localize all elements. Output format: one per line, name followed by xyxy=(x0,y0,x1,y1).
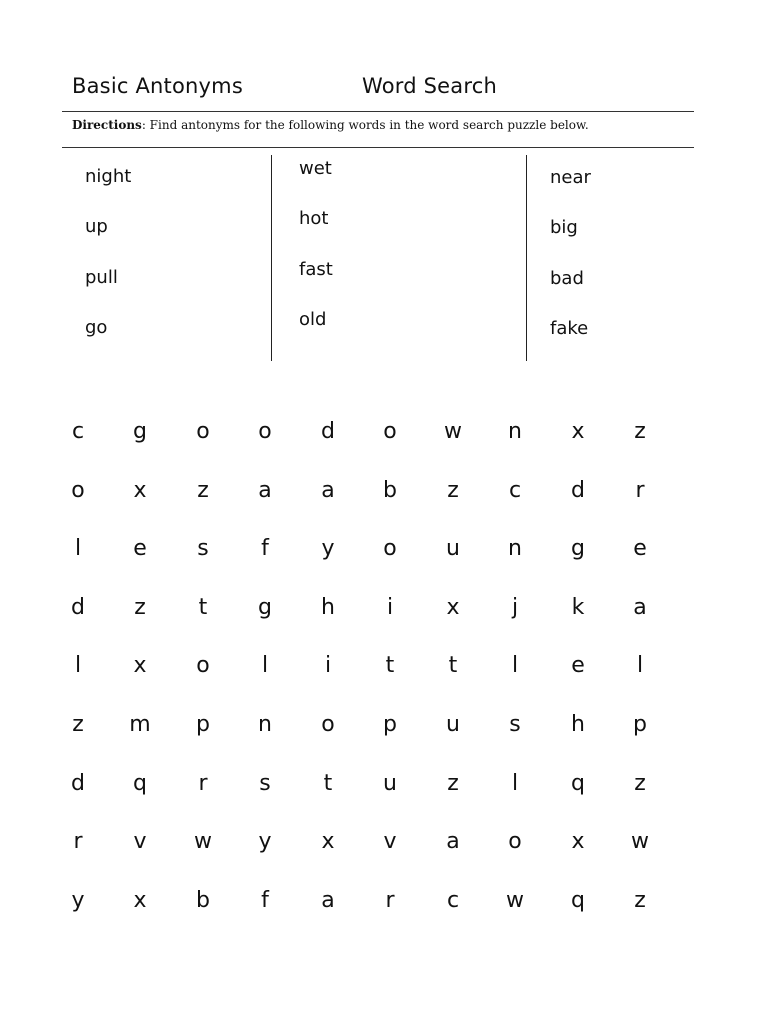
puzzle-letter[interactable]: q xyxy=(133,770,147,796)
puzzle-letter[interactable]: o xyxy=(196,419,210,444)
worksheet-subtitle: Word Search xyxy=(362,74,497,98)
puzzle-letter[interactable]: s xyxy=(509,712,521,737)
puzzle-letter[interactable]: z xyxy=(634,887,646,913)
puzzle-letter[interactable]: o xyxy=(383,419,397,444)
puzzle-letter[interactable]: o xyxy=(196,653,210,679)
puzzle-letter[interactable]: n xyxy=(508,536,522,562)
puzzle-letter[interactable]: z xyxy=(634,419,646,444)
puzzle-letter[interactable]: e xyxy=(571,653,585,679)
word-list-column-1 xyxy=(85,165,131,366)
puzzle-letter[interactable]: i xyxy=(386,594,394,620)
puzzle-letter[interactable]: z xyxy=(447,770,459,796)
word-list-item: hot xyxy=(299,208,329,230)
word-list-item: up xyxy=(85,216,108,238)
puzzle-letter[interactable]: b xyxy=(383,477,397,503)
puzzle-letter[interactable]: o xyxy=(383,536,397,562)
puzzle-letter[interactable]: x xyxy=(133,653,147,679)
puzzle-letter[interactable]: v xyxy=(133,829,147,855)
puzzle-letter[interactable]: x xyxy=(321,829,335,855)
puzzle-letter[interactable]: u xyxy=(383,770,397,796)
puzzle-letter[interactable]: o xyxy=(508,829,522,855)
puzzle-letter[interactable]: c xyxy=(71,419,85,444)
word-list-item: near xyxy=(550,167,591,188)
puzzle-letter[interactable]: s xyxy=(259,770,271,796)
puzzle-letter[interactable]: r xyxy=(198,770,208,796)
word-list-item: fake xyxy=(550,317,589,339)
puzzle-letter[interactable]: q xyxy=(571,770,585,796)
puzzle-letter[interactable]: j xyxy=(511,594,519,620)
puzzle-letter[interactable]: u xyxy=(446,536,460,562)
puzzle-letter[interactable]: d xyxy=(321,419,335,444)
word-list-item: big xyxy=(550,217,578,239)
directions-text xyxy=(72,118,589,132)
puzzle-letter[interactable]: x xyxy=(571,419,585,444)
word-list-item: go xyxy=(85,316,108,338)
puzzle-letter[interactable]: x xyxy=(133,887,147,913)
puzzle-letter[interactable]: l xyxy=(636,653,644,679)
puzzle-letter[interactable]: a xyxy=(633,594,647,620)
word-list-item: night xyxy=(85,166,132,187)
puzzle-letter[interactable]: z xyxy=(634,770,646,796)
directions-label: Directions xyxy=(72,118,142,132)
directions-divider xyxy=(62,147,694,148)
puzzle-letter[interactable]: e xyxy=(133,536,147,562)
puzzle-letter[interactable]: p xyxy=(196,712,210,737)
word-list-item: fast xyxy=(299,258,333,280)
puzzle-letter[interactable]: l xyxy=(74,536,82,562)
puzzle-letter[interactable]: e xyxy=(633,536,647,562)
puzzle-letter[interactable]: o xyxy=(258,419,272,444)
word-list-item: bad xyxy=(550,267,584,289)
puzzle-letter[interactable]: d xyxy=(571,477,585,503)
puzzle-letter[interactable]: x xyxy=(446,594,460,620)
puzzle-letter[interactable]: w xyxy=(194,829,212,855)
word-list-column-3 xyxy=(550,166,591,367)
puzzle-letter[interactable]: o xyxy=(71,477,85,503)
puzzle-letter[interactable]: y xyxy=(321,536,335,562)
puzzle-letter[interactable]: z xyxy=(134,594,146,620)
directions-body: : Find antonyms for the following words in the word search puzzle below. xyxy=(141,118,589,132)
puzzle-letter[interactable]: d xyxy=(71,770,85,796)
puzzle-letter[interactable]: r xyxy=(73,829,83,855)
puzzle-letter[interactable]: p xyxy=(633,712,647,737)
worksheet-title: Basic Antonyms xyxy=(72,74,243,98)
word-list-item: old xyxy=(299,308,327,330)
puzzle-letter[interactable]: u xyxy=(446,712,460,737)
puzzle-letter[interactable]: p xyxy=(383,712,397,737)
puzzle-letter[interactable]: a xyxy=(446,829,460,855)
puzzle-letter[interactable]: g xyxy=(258,594,272,620)
word-list-item: wet xyxy=(299,158,332,179)
puzzle-letter[interactable]: d xyxy=(71,594,85,620)
puzzle-letter[interactable]: v xyxy=(383,829,397,855)
puzzle-letter[interactable]: z xyxy=(447,477,459,503)
puzzle-letter[interactable]: w xyxy=(506,887,524,913)
puzzle-letter[interactable]: x xyxy=(133,477,147,503)
puzzle-letter[interactable]: f xyxy=(261,887,269,913)
puzzle-letter[interactable]: o xyxy=(321,712,335,737)
puzzle-letter[interactable]: m xyxy=(129,712,151,737)
puzzle-letter[interactable]: y xyxy=(258,829,272,855)
puzzle-letter[interactable]: n xyxy=(508,419,522,444)
puzzle-letter[interactable]: c xyxy=(446,887,460,913)
puzzle-letter[interactable]: k xyxy=(571,594,585,620)
puzzle-letter[interactable]: w xyxy=(444,419,462,444)
puzzle-letter[interactable]: l xyxy=(74,653,82,679)
word-list-column-2 xyxy=(299,157,333,358)
puzzle-letter[interactable]: l xyxy=(511,653,519,679)
puzzle-letter[interactable]: h xyxy=(571,712,585,737)
puzzle-letter[interactable]: l xyxy=(261,653,269,679)
puzzle-letter[interactable]: s xyxy=(197,536,209,562)
puzzle-letter[interactable]: a xyxy=(258,477,272,503)
puzzle-letter[interactable]: a xyxy=(321,887,335,913)
puzzle-letter[interactable]: n xyxy=(258,712,272,737)
puzzle-letter[interactable]: c xyxy=(508,477,522,503)
puzzle-letter[interactable]: f xyxy=(261,536,269,562)
puzzle-letter[interactable]: r xyxy=(635,477,645,503)
puzzle-letter[interactable]: l xyxy=(511,770,519,796)
column-divider xyxy=(526,155,527,361)
puzzle-letter[interactable]: b xyxy=(196,887,210,913)
puzzle-letter[interactable]: x xyxy=(571,829,585,855)
puzzle-letter[interactable]: g xyxy=(571,536,585,562)
puzzle-letter[interactable]: g xyxy=(133,419,147,444)
word-list-item: pull xyxy=(85,266,118,288)
puzzle-letter[interactable]: w xyxy=(631,829,649,855)
puzzle-letter[interactable]: z xyxy=(197,477,209,503)
puzzle-letter[interactable]: q xyxy=(571,887,585,913)
puzzle-letter[interactable]: a xyxy=(321,477,335,503)
puzzle-letter[interactable]: t xyxy=(198,594,208,620)
puzzle-letter[interactable]: r xyxy=(385,887,395,913)
puzzle-letter[interactable]: t xyxy=(448,653,458,679)
puzzle-letter[interactable]: t xyxy=(385,653,395,679)
top-divider xyxy=(62,111,694,112)
puzzle-letter[interactable]: i xyxy=(324,653,332,679)
puzzle-letter[interactable]: y xyxy=(71,887,85,913)
puzzle-letter[interactable]: t xyxy=(323,770,333,796)
puzzle-letter[interactable]: h xyxy=(321,594,335,620)
puzzle-letter[interactable]: z xyxy=(72,712,84,737)
column-divider xyxy=(271,155,272,361)
